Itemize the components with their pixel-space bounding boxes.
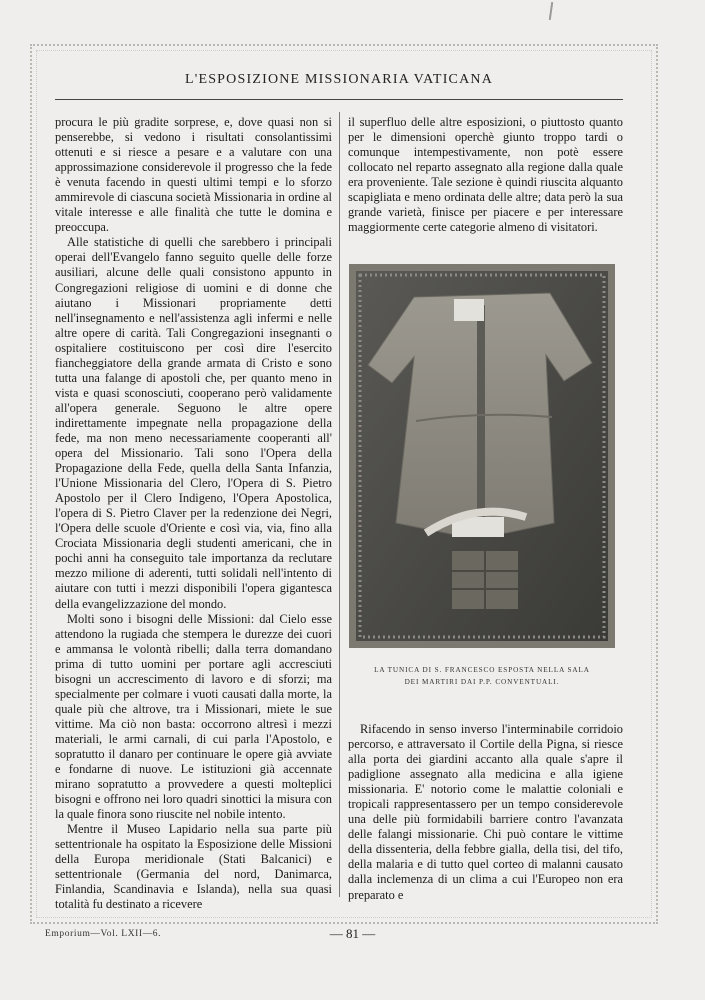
caption-line: LA TUNICA DI S. FRANCESCO ESPOSTA NELLA SALA — [374, 666, 590, 674]
right-column-bottom — [348, 722, 623, 903]
paragraph: il superfluo delle altre esposizioni, o piuttosto quanto per le dimensioni operchè giunto troppo tardi o comunque intempestivamente, non potè essere collocato nel reparto assegnato alla regione dalla quale era proveniente. Tale sezione è quindi riuscita alquanto scapigliata e meno ordinata delle altre; data però la sua grande varietà, finisce per piacere e per interessare maggiormente certe categorie almeno di visitatori. — [348, 115, 623, 235]
header-rule — [55, 99, 623, 100]
caption-line: DEI MARTIRI DAI P.P. CONVENTUALI. — [404, 678, 560, 686]
right-column-top — [348, 115, 623, 235]
paragraph: Rifacendo in senso inverso l'interminabile corridoio percorso, e attraversato il Cortile della Pigna, si riesce alla porta dei giardini accanto alla quale s'apre il padiglione assegnato alla medicina e alla igiene missionaria. E' notorio come le malattie coloniali e tropicali rappresentassero per un tempo considerevole una delle più formidabili barriere contro l'avanzata delle falangi missionarie. Chi può contare le vittime della dissenteria, della febbre gialla, della tisi, del tifo, della malaria e di tutto quel corteo di malanni causato dalla inclemenza di un clima a cui l'Europeo non era preparato e — [348, 722, 623, 902]
column-divider — [339, 112, 340, 897]
tunic-image — [356, 271, 608, 641]
paragraph: procura le più gradite sorprese, e, dove quasi non si penserebbe, si vedono i risultati consolantissimi ottenuti e si riesce a pesare e a valutare con una approssimazione considerevole il progresso che la fede è venuta facendo in questi ultimi tempi e lo sforzo ammirevole di ciascuna società Missionaria in ordine al vitale interesse e alle finalità che tutte le domina e preoccupa. — [55, 115, 332, 235]
footer-volume: Emporium—Vol. LXII—6. — [45, 929, 162, 939]
left-column — [55, 115, 332, 912]
figure-caption — [349, 664, 615, 688]
paragraph: Alle statistiche di quelli che sarebbero i principali operai dell'Evangelo fanno seguito quelle delle forze ausiliari, alcune delle quali consistono appunto in Congregazioni religiose di uomini e di donne che aiutano i Missionari propriamente detti nell'insegnamento e nell'assistenza agli infermi e nelle altre opere di carità. Tali Congregazioni insegnanti o ospitaliere costituiscono per così dire l'esercito fiancheggiatore della grande armata di Cristo e sono tutta una falange di apostoli che, per quanto meno in vista e quasi sconosciuti, cooperano però validamente all'opera generale. Seguono le altre opere indirettamente impegnate nella propagazione della fede, ma non meno necessariamente cooperanti all' opera del Missionario. Tali sono l'Opera della Propagazione della Fede, quella della Santa Infanzia, l'Unione Missionaria del Clero, l'Opera di S. Pietro Apostolo per il Clero Indigeno, l'Opera Apostolica, l'opera di S. Pietro Claver per la redenzione dei Negri, l'Opera delle scuole d'Oriente e così via, via, fino alla Crociata Missionaria degli studenti americani, che in pochi anni ha conseguito tale importanza da reclutare mezzo milione di aderenti, tutti solidali nell'intento di aiutare con tutti i mezzi disponibili l'opera gigantesca della evangelizzazione del mondo. — [55, 235, 332, 611]
paragraph: Molti sono i bisogni delle Missioni: dal Cielo esse attendono la rugiada che stempera le durezze dei cuori e ammansa le volontà ribelli; dalla terra domandano prima di tutto uomini per portare agli accresciuti bisogni un accrescimento di lavoro e di sforzi; ma specialmente per colmare i vuoti causati dalla morte, la quale più che altrove, tra i Missionari, miete le sue vittime. Ma ciò non basta: occorrono altresì i mezzi materiali, le armi carnali, di cui parla l'Apostolo, e sopratutto il danaro per continuare le opere già avviate e fondarne di nuove. Le istituzioni già accennate mirano sopratutto a provvedere a questi molteplici bisogni e offrono nei loro quadri sinottici la misura con la quale finora sono riuscite nel nobile intento. — [55, 611, 332, 822]
page-mark — [549, 2, 553, 20]
paragraph: Mentre il Museo Lapidario nella sua parte più settentrionale ha ospitato la Esposizione delle Missioni della Europa meridionale (Stati Balcanici) e settentrionale (Germania del nord, Danimarca, Finlandia, Scandinavia e Islanda), nella sua quasi totalità fu destinato a ricevere — [55, 822, 332, 912]
page-title: L'ESPOSIZIONE MISSIONARIA VATICANA — [184, 72, 494, 87]
tunic-photograph — [349, 264, 615, 648]
page-number: — 81 — — [329, 926, 376, 941]
